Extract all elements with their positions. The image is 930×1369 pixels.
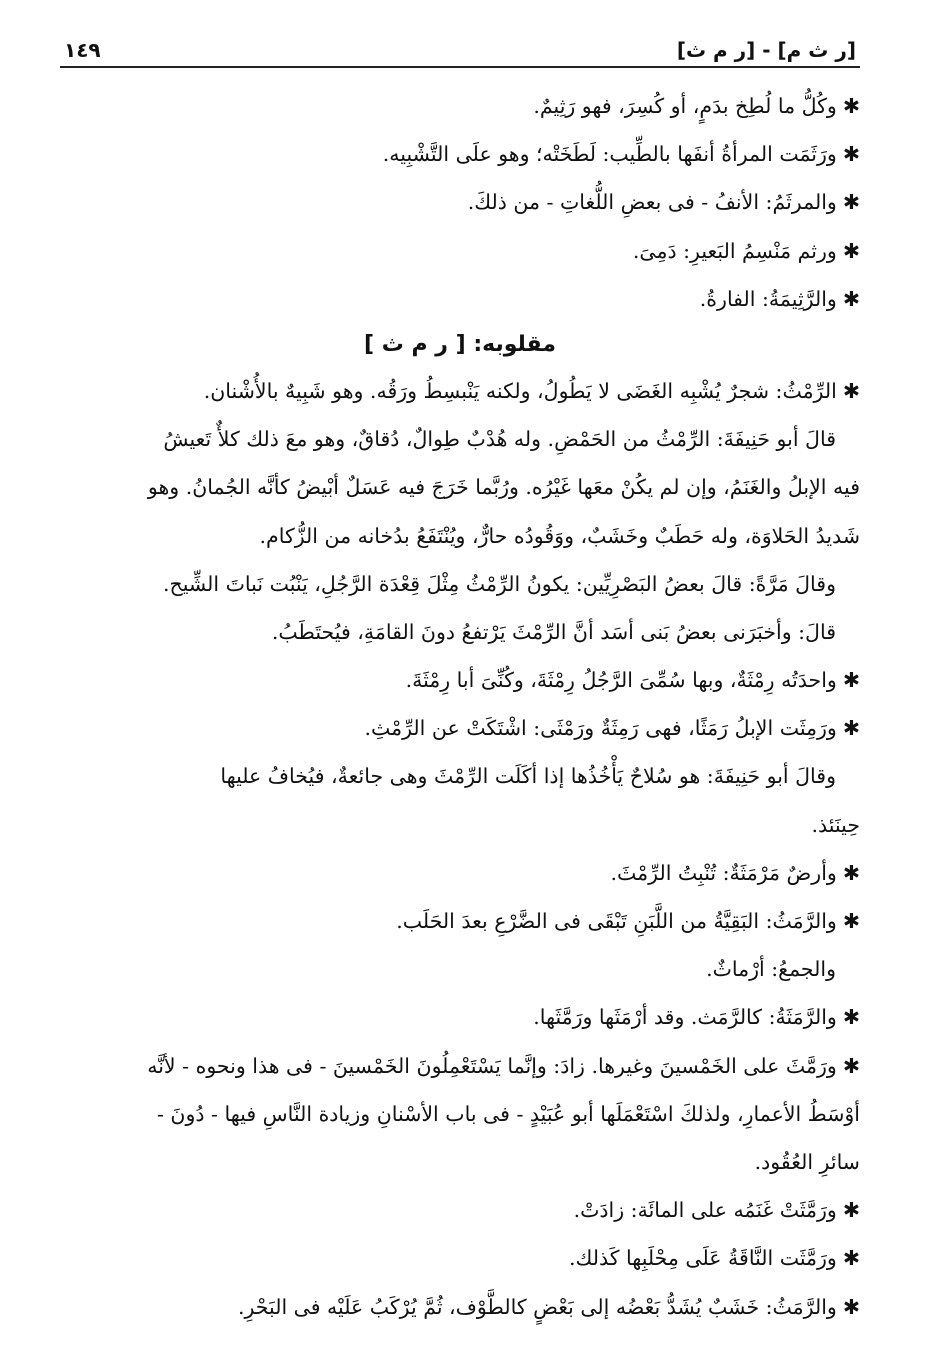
text-line: شَديدُ الحَلاوَة، وله حَطَبٌ وخَشَبٌ، ووَقُودُه حارٌّ، ويُنْتَفَعُ بدُخانه من الزُّكام. bbox=[259, 523, 860, 548]
text-line: سائرِ العُقُود. bbox=[754, 1149, 860, 1174]
text-line: فيه الإبلُ والغَنَمُ، وإن لم يكُنْ معَها غَيْرُه. ورُبَّما خَرَجَ فيه عَسَلٌ أبْيضُ كأنَّه الجُمانُ. وهو bbox=[147, 475, 860, 500]
asterisk-icon: ✱ bbox=[842, 668, 860, 693]
entry-line: ✱واحدَتُه رِمْثَةٌ، وبها سُمِّىَ الرَّجُلُ رِمْثَةَ، وكُنِّىَ أبا رِمْثَةَ. bbox=[405, 668, 860, 693]
asterisk-icon: ✱ bbox=[842, 286, 860, 311]
asterisk-icon: ✱ bbox=[842, 716, 860, 741]
entry-line: ✱والرَّثِيمَةُ: الفارةُ. bbox=[699, 286, 860, 311]
text-line: وقالَ مَرَّةً: قالَ بعضُ البَصْرِيِّين: يكونُ الرِّمْثُ مِثْلَ قِعْدَة الرَّجُلِ، يَنْبُت نَباتَ الشِّيح. bbox=[162, 571, 836, 596]
asterisk-icon: ✱ bbox=[842, 238, 860, 263]
text-line: وقالَ أبو حَنِيفَةَ: هو سُلاحٌ يَأْخُذُها إذا أكَلَت الرِّمْثَ وهى جائعةٌ، فيُخافُ عليها bbox=[220, 764, 836, 789]
entry-line: ✱ورَثَمَت المرأةُ أنفَها بالطِّيب: لَطَخَتْه؛ وهو علَى التَّشْبِيه. bbox=[382, 142, 860, 167]
entry-line: ✱ورَمَّثَ على الخَمْسينَ وغيرها. زادَ: وإنَّما يَسْتَعْمِلُونَ الخَمْسينَ - فى هذا ونحوه - لأنَّه bbox=[147, 1053, 860, 1078]
text-line: قالَ أبو حَنِيفَةَ: الرِّمْثُ من الحَمْضِ. وله هُدْبٌ طِوالٌ، دُقاقٌ، وهو معَ ذلك كلأٌ تَعيشُ bbox=[163, 427, 836, 452]
entry-line: ✱ورَمَّثَت النَّاقَةُ عَلَى مِحْلَبِها كَذلك. bbox=[568, 1246, 860, 1271]
header-rule bbox=[60, 66, 860, 68]
entry-line: ✱والرَّمَثَةُ: كالرَّمَث. وقد أرْمَثَها ورَمَّثَها. bbox=[533, 1005, 860, 1030]
text-line: والجمعُ: أرْماثٌ. bbox=[706, 957, 836, 982]
asterisk-icon: ✱ bbox=[842, 860, 860, 885]
entry-line: ✱وأرضٌ مَرْمَثَةٌ: تُنْبِتُ الرِّمْثَ. bbox=[610, 860, 860, 885]
asterisk-icon: ✱ bbox=[842, 1246, 860, 1271]
page-header bbox=[60, 28, 860, 62]
asterisk-icon: ✱ bbox=[842, 142, 860, 167]
running-title: [ر ث م] - [ر م ث] bbox=[676, 38, 856, 62]
asterisk-icon: ✱ bbox=[842, 1053, 860, 1078]
entry-line: ✱ورَمَّثَتْ غَنَمُه على المائَة: زادَتْ. bbox=[573, 1198, 860, 1223]
entry-line: ✱والمرثَمُ: الأنفُ - فى بعضِ اللُّغاتِ - من ذلكَ. bbox=[467, 190, 860, 215]
entry-line: ✱الرِّمْثُ: شجرٌ يُشْبِه الغَضَى لا يَطُولُ، ولكنه يَنْبسِطُ ورَقُه. وهو شَبِيهٌ بالأُشْنان. bbox=[203, 378, 860, 403]
asterisk-icon: ✱ bbox=[842, 190, 860, 215]
page-number: ١٤٩ bbox=[64, 38, 101, 62]
asterisk-icon: ✱ bbox=[842, 378, 860, 403]
text-line: قالَ: وأخبَرَنى بعضُ بَنى أسَد أنَّ الرِّمْثَ يَرْتفعُ دونَ القامَةِ، فيُحتَطَبُ. bbox=[271, 619, 836, 644]
asterisk-icon: ✱ bbox=[842, 1294, 860, 1319]
entry-line: ✱والرَّمَثُ: البَقِيَّةُ من اللَّبَنِ تَبْقَى فى الضَّرْعِ بعدَ الحَلَب. bbox=[396, 909, 860, 933]
section-heading: مقلوبه: [ ر م ث ] bbox=[364, 331, 556, 357]
entry-line: ✱ورَمِثَت الإبلُ رَمَثًا، فهى رَمِثَةٌ ورَمْثَى: اشْتَكَتْ عن الرِّمْثِ. bbox=[364, 716, 860, 741]
entry-line: ✱وكُلُّ ما لُطِخ بدَمٍ، أو كُسِرَ، فهو رَثِيمٌ. bbox=[533, 94, 860, 118]
asterisk-icon: ✱ bbox=[842, 909, 860, 933]
book-page bbox=[60, 28, 860, 1331]
page-body bbox=[60, 82, 860, 1331]
asterisk-icon: ✱ bbox=[842, 1198, 860, 1223]
text-line: أوْسَطُ الأعمارِ، ولذلكَ اسْتَعْمَلَها أبو عُبَيْدٍ - فى باب الأسْنانِ وزيادة النَّاسِ فيها - دُونَ - bbox=[156, 1101, 860, 1126]
asterisk-icon: ✱ bbox=[842, 1005, 860, 1030]
text-line: حِينَئذ. bbox=[811, 812, 860, 837]
entry-line: ✱والرَّمَثُ: خَشَبٌ يُشَدُّ بَعْضُه إلى بَعْضٍ كالطَّوْف، ثُمَّ يُرْكَبُ عَلَيْه فى البَحْرِ. bbox=[237, 1294, 860, 1319]
entry-line: ✱ورثم مَنْسِمُ البَعيرِ: دَمِىَ. bbox=[632, 238, 860, 263]
asterisk-icon: ✱ bbox=[842, 94, 860, 118]
